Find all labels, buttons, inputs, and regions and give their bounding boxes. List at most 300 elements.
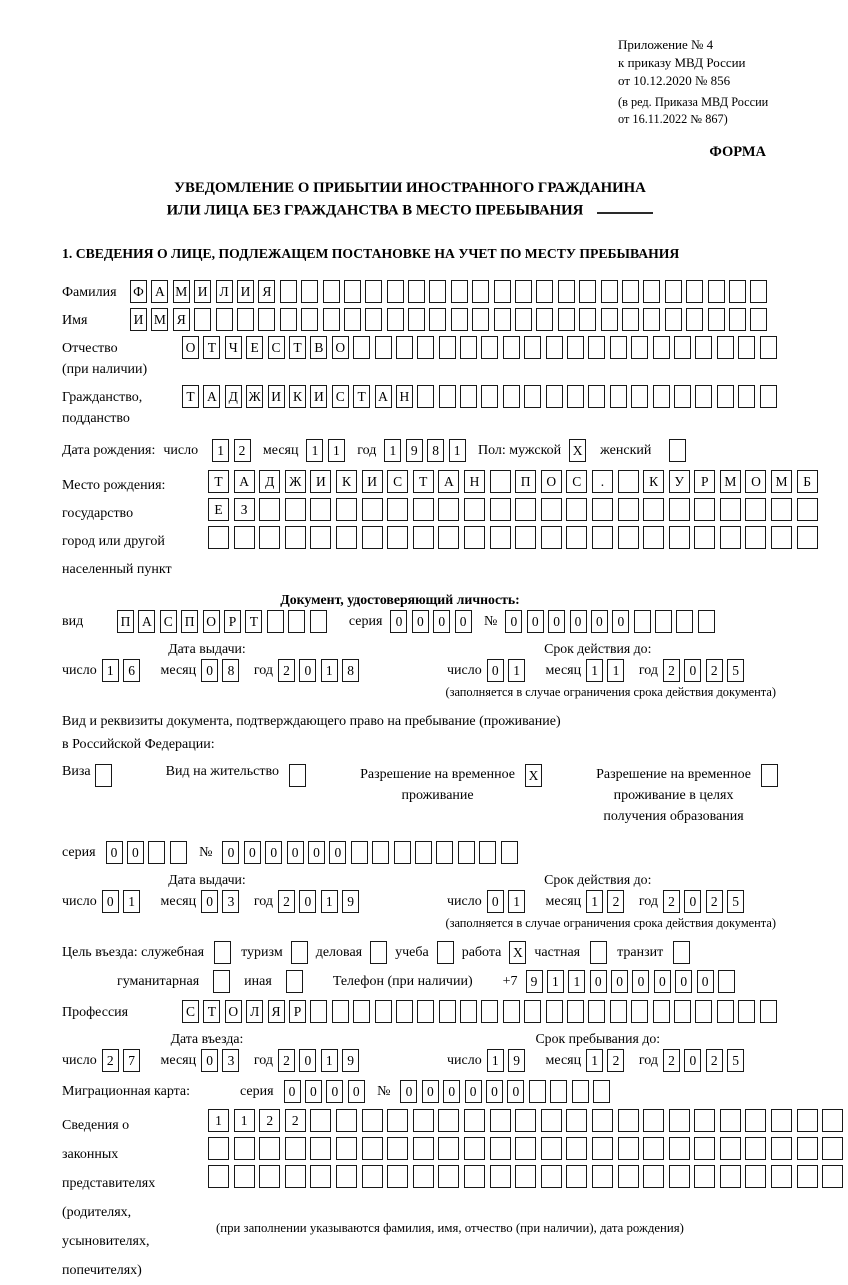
char-cell[interactable]: [208, 1165, 229, 1188]
char-cell[interactable]: [643, 526, 664, 549]
char-cell[interactable]: [631, 1000, 648, 1023]
char-cell[interactable]: [353, 336, 370, 359]
char-cell[interactable]: К: [289, 385, 306, 408]
char-cell[interactable]: М: [771, 470, 792, 493]
char-cell[interactable]: [464, 498, 485, 521]
char-cell[interactable]: 1: [586, 890, 603, 913]
char-cell[interactable]: 0: [487, 890, 504, 913]
char-cell[interactable]: [375, 336, 392, 359]
issue-month-cells[interactable]: [201, 890, 244, 913]
char-cell[interactable]: [720, 1137, 741, 1160]
char-cell[interactable]: [653, 385, 670, 408]
char-cell[interactable]: Т: [289, 336, 306, 359]
char-cell[interactable]: [676, 610, 693, 633]
char-cell[interactable]: [558, 308, 575, 331]
char-cell[interactable]: [310, 1000, 327, 1023]
char-cell[interactable]: [515, 1137, 536, 1160]
char-cell[interactable]: 0: [201, 1049, 218, 1072]
char-cell[interactable]: [362, 1109, 383, 1132]
char-cell[interactable]: [280, 280, 297, 303]
char-cell[interactable]: [515, 1109, 536, 1132]
char-cell[interactable]: [592, 1165, 613, 1188]
char-cell[interactable]: [429, 280, 446, 303]
char-cell[interactable]: [291, 941, 308, 964]
char-cell[interactable]: [439, 336, 456, 359]
migration-card-series-cells[interactable]: [284, 1080, 370, 1103]
birth-place-row2-cells[interactable]: [208, 498, 822, 521]
char-cell[interactable]: [771, 526, 792, 549]
char-cell[interactable]: [208, 1137, 229, 1160]
representatives-row2-cells[interactable]: [208, 1137, 848, 1160]
char-cell[interactable]: [529, 1080, 546, 1103]
char-cell[interactable]: О: [332, 336, 349, 359]
char-cell[interactable]: 0: [412, 610, 429, 633]
char-cell[interactable]: 0: [299, 659, 316, 682]
char-cell[interactable]: [259, 526, 280, 549]
char-cell[interactable]: [234, 1165, 255, 1188]
char-cell[interactable]: 2: [234, 439, 251, 462]
char-cell[interactable]: [524, 385, 541, 408]
char-cell[interactable]: 2: [663, 1049, 680, 1072]
char-cell[interactable]: [541, 526, 562, 549]
char-cell[interactable]: 0: [505, 610, 522, 633]
char-cell[interactable]: 2: [278, 1049, 295, 1072]
char-cell[interactable]: [655, 610, 672, 633]
char-cell[interactable]: 0: [244, 841, 261, 864]
char-cell[interactable]: Л: [216, 280, 233, 303]
char-cell[interactable]: [631, 385, 648, 408]
char-cell[interactable]: 1: [487, 1049, 504, 1072]
char-cell[interactable]: [394, 841, 411, 864]
char-cell[interactable]: [490, 1165, 511, 1188]
char-cell[interactable]: [745, 1165, 766, 1188]
char-cell[interactable]: [472, 280, 489, 303]
char-cell[interactable]: 1: [321, 890, 338, 913]
sex-male-checkbox[interactable]: [569, 439, 586, 462]
char-cell[interactable]: 2: [607, 1049, 624, 1072]
char-cell[interactable]: [761, 764, 778, 787]
char-cell[interactable]: 2: [663, 659, 680, 682]
char-cell[interactable]: [438, 1109, 459, 1132]
char-cell[interactable]: 5: [727, 1049, 744, 1072]
char-cell[interactable]: [745, 1137, 766, 1160]
char-cell[interactable]: Р: [224, 610, 241, 633]
char-cell[interactable]: Н: [464, 470, 485, 493]
char-cell[interactable]: [729, 308, 746, 331]
char-cell[interactable]: 0: [591, 610, 608, 633]
valid-day-cells[interactable]: [487, 890, 530, 913]
char-cell[interactable]: А: [138, 610, 155, 633]
char-cell[interactable]: [536, 308, 553, 331]
residence-number-cells[interactable]: [222, 841, 521, 864]
purpose-other-checkbox[interactable]: [286, 970, 303, 993]
char-cell[interactable]: [481, 385, 498, 408]
char-cell[interactable]: Т: [245, 610, 262, 633]
surname-cells[interactable]: [130, 280, 772, 303]
purpose-business-checkbox[interactable]: [370, 941, 387, 964]
temp-residence-edu-checkbox[interactable]: [761, 764, 778, 787]
char-cell[interactable]: [310, 526, 331, 549]
char-cell[interactable]: О: [203, 610, 220, 633]
char-cell[interactable]: [438, 1165, 459, 1188]
char-cell[interactable]: М: [173, 280, 190, 303]
char-cell[interactable]: 0: [465, 1080, 482, 1103]
purpose-private-checkbox[interactable]: [590, 941, 607, 964]
char-cell[interactable]: [439, 385, 456, 408]
char-cell[interactable]: 0: [265, 841, 282, 864]
char-cell[interactable]: 0: [684, 890, 701, 913]
char-cell[interactable]: 1: [102, 659, 119, 682]
citizenship-cells[interactable]: [182, 385, 781, 408]
char-cell[interactable]: 0: [548, 610, 565, 633]
char-cell[interactable]: [797, 526, 818, 549]
char-cell[interactable]: С: [160, 610, 177, 633]
temp-residence-checkbox[interactable]: [525, 764, 542, 787]
char-cell[interactable]: [618, 470, 639, 493]
char-cell[interactable]: [234, 1137, 255, 1160]
char-cell[interactable]: [738, 385, 755, 408]
char-cell[interactable]: [344, 280, 361, 303]
char-cell[interactable]: [610, 336, 627, 359]
valid-month-cells[interactable]: [586, 659, 629, 682]
char-cell[interactable]: Д: [225, 385, 242, 408]
char-cell[interactable]: Р: [694, 470, 715, 493]
char-cell[interactable]: [592, 526, 613, 549]
identity-doc-series-cells[interactable]: [390, 610, 476, 633]
char-cell[interactable]: 0: [590, 970, 607, 993]
char-cell[interactable]: [588, 385, 605, 408]
char-cell[interactable]: [429, 308, 446, 331]
char-cell[interactable]: [674, 385, 691, 408]
char-cell[interactable]: [387, 1109, 408, 1132]
char-cell[interactable]: [494, 280, 511, 303]
char-cell[interactable]: [365, 308, 382, 331]
char-cell[interactable]: 1: [508, 890, 525, 913]
char-cell[interactable]: 9: [508, 1049, 525, 1072]
char-cell[interactable]: [458, 841, 475, 864]
char-cell[interactable]: [588, 1000, 605, 1023]
char-cell[interactable]: 1: [547, 970, 564, 993]
char-cell[interactable]: [669, 439, 686, 462]
char-cell[interactable]: Т: [353, 385, 370, 408]
entry-year-cells[interactable]: [278, 1049, 364, 1072]
char-cell[interactable]: Р: [289, 1000, 306, 1023]
char-cell[interactable]: [822, 1109, 843, 1132]
char-cell[interactable]: Т: [413, 470, 434, 493]
char-cell[interactable]: 0: [201, 659, 218, 682]
patronymic-cells[interactable]: [182, 336, 781, 359]
char-cell[interactable]: [643, 1137, 664, 1160]
entry-day-cells[interactable]: [102, 1049, 145, 1072]
birth-day-cells[interactable]: [212, 439, 255, 462]
char-cell[interactable]: [413, 1137, 434, 1160]
char-cell[interactable]: .: [592, 470, 613, 493]
char-cell[interactable]: 0: [400, 1080, 417, 1103]
char-cell[interactable]: О: [745, 470, 766, 493]
char-cell[interactable]: 1: [208, 1109, 229, 1132]
char-cell[interactable]: [708, 308, 725, 331]
char-cell[interactable]: [259, 498, 280, 521]
char-cell[interactable]: [750, 308, 767, 331]
char-cell[interactable]: [286, 970, 303, 993]
char-cell[interactable]: К: [336, 470, 357, 493]
char-cell[interactable]: 0: [287, 841, 304, 864]
char-cell[interactable]: [771, 1109, 792, 1132]
char-cell[interactable]: [370, 941, 387, 964]
char-cell[interactable]: Т: [203, 1000, 220, 1023]
char-cell[interactable]: [745, 526, 766, 549]
char-cell[interactable]: 0: [102, 890, 119, 913]
char-cell[interactable]: [694, 1109, 715, 1132]
char-cell[interactable]: [593, 1080, 610, 1103]
char-cell[interactable]: [610, 385, 627, 408]
char-cell[interactable]: [460, 1000, 477, 1023]
char-cell[interactable]: С: [566, 470, 587, 493]
char-cell[interactable]: [558, 280, 575, 303]
birth-year-cells[interactable]: [384, 439, 470, 462]
char-cell[interactable]: [436, 841, 453, 864]
char-cell[interactable]: [387, 280, 404, 303]
char-cell[interactable]: [524, 336, 541, 359]
phone-cells[interactable]: [526, 970, 740, 993]
char-cell[interactable]: 1: [384, 439, 401, 462]
char-cell[interactable]: [285, 1165, 306, 1188]
char-cell[interactable]: Т: [182, 385, 199, 408]
char-cell[interactable]: 0: [684, 1049, 701, 1072]
char-cell[interactable]: [372, 841, 389, 864]
char-cell[interactable]: 5: [727, 890, 744, 913]
char-cell[interactable]: [490, 526, 511, 549]
char-cell[interactable]: [541, 1165, 562, 1188]
char-cell[interactable]: Я: [258, 280, 275, 303]
char-cell[interactable]: [760, 1000, 777, 1023]
char-cell[interactable]: [396, 336, 413, 359]
representatives-row3-cells[interactable]: [208, 1165, 848, 1188]
char-cell[interactable]: 0: [487, 659, 504, 682]
char-cell[interactable]: [643, 498, 664, 521]
char-cell[interactable]: 1: [234, 1109, 255, 1132]
char-cell[interactable]: [336, 498, 357, 521]
char-cell[interactable]: [289, 764, 306, 787]
char-cell[interactable]: М: [720, 470, 741, 493]
char-cell[interactable]: 0: [697, 970, 714, 993]
char-cell[interactable]: [408, 280, 425, 303]
char-cell[interactable]: [413, 526, 434, 549]
char-cell[interactable]: [717, 1000, 734, 1023]
char-cell[interactable]: 0: [308, 841, 325, 864]
char-cell[interactable]: [720, 498, 741, 521]
char-cell[interactable]: [481, 336, 498, 359]
char-cell[interactable]: [524, 1000, 541, 1023]
char-cell[interactable]: 0: [632, 970, 649, 993]
char-cell[interactable]: [797, 1165, 818, 1188]
char-cell[interactable]: [481, 1000, 498, 1023]
char-cell[interactable]: [515, 1165, 536, 1188]
char-cell[interactable]: [618, 498, 639, 521]
char-cell[interactable]: В: [310, 336, 327, 359]
char-cell[interactable]: [643, 1165, 664, 1188]
char-cell[interactable]: [336, 526, 357, 549]
char-cell[interactable]: И: [310, 385, 327, 408]
birth-month-cells[interactable]: [306, 439, 349, 462]
identity-doc-type-cells[interactable]: [117, 610, 331, 633]
char-cell[interactable]: [464, 526, 485, 549]
char-cell[interactable]: О: [182, 336, 199, 359]
char-cell[interactable]: [503, 1000, 520, 1023]
char-cell[interactable]: [579, 308, 596, 331]
char-cell[interactable]: [546, 1000, 563, 1023]
char-cell[interactable]: [387, 498, 408, 521]
char-cell[interactable]: 0: [443, 1080, 460, 1103]
char-cell[interactable]: 1: [321, 659, 338, 682]
char-cell[interactable]: [592, 1109, 613, 1132]
char-cell[interactable]: [515, 280, 532, 303]
char-cell[interactable]: [387, 308, 404, 331]
char-cell[interactable]: [567, 385, 584, 408]
char-cell[interactable]: [550, 1080, 567, 1103]
char-cell[interactable]: [738, 336, 755, 359]
char-cell[interactable]: [479, 841, 496, 864]
char-cell[interactable]: 0: [570, 610, 587, 633]
char-cell[interactable]: [396, 1000, 413, 1023]
char-cell[interactable]: 9: [406, 439, 423, 462]
char-cell[interactable]: [464, 1109, 485, 1132]
char-cell[interactable]: [148, 841, 165, 864]
char-cell[interactable]: А: [151, 280, 168, 303]
char-cell[interactable]: [310, 1109, 331, 1132]
char-cell[interactable]: [438, 1137, 459, 1160]
char-cell[interactable]: [694, 526, 715, 549]
char-cell[interactable]: [413, 1109, 434, 1132]
identity-doc-number-cells[interactable]: [505, 610, 719, 633]
char-cell[interactable]: [515, 526, 536, 549]
char-cell[interactable]: [622, 280, 639, 303]
char-cell[interactable]: [387, 1137, 408, 1160]
valid-month-cells[interactable]: [586, 890, 629, 913]
char-cell[interactable]: [729, 280, 746, 303]
issue-month-cells[interactable]: [201, 659, 244, 682]
char-cell[interactable]: [643, 1109, 664, 1132]
char-cell[interactable]: [618, 1109, 639, 1132]
char-cell[interactable]: [822, 1165, 843, 1188]
char-cell[interactable]: [451, 280, 468, 303]
char-cell[interactable]: [490, 498, 511, 521]
char-cell[interactable]: И: [310, 470, 331, 493]
char-cell[interactable]: [588, 336, 605, 359]
char-cell[interactable]: 9: [342, 1049, 359, 1072]
char-cell[interactable]: [417, 336, 434, 359]
char-cell[interactable]: [546, 385, 563, 408]
char-cell[interactable]: 2: [607, 890, 624, 913]
char-cell[interactable]: [720, 1165, 741, 1188]
char-cell[interactable]: 0: [284, 1080, 301, 1103]
char-cell[interactable]: [280, 308, 297, 331]
char-cell[interactable]: 1: [123, 890, 140, 913]
char-cell[interactable]: 0: [527, 610, 544, 633]
residence-series-cells[interactable]: [106, 841, 192, 864]
char-cell[interactable]: [669, 526, 690, 549]
char-cell[interactable]: [541, 1137, 562, 1160]
char-cell[interactable]: [610, 1000, 627, 1023]
char-cell[interactable]: Н: [396, 385, 413, 408]
char-cell[interactable]: 1: [586, 659, 603, 682]
entry-month-cells[interactable]: [201, 1049, 244, 1072]
char-cell[interactable]: П: [515, 470, 536, 493]
char-cell[interactable]: [208, 526, 229, 549]
char-cell[interactable]: [351, 841, 368, 864]
char-cell[interactable]: [310, 498, 331, 521]
issue-year-cells[interactable]: [278, 659, 364, 682]
char-cell[interactable]: [738, 1000, 755, 1023]
char-cell[interactable]: [674, 336, 691, 359]
char-cell[interactable]: [601, 280, 618, 303]
char-cell[interactable]: [579, 280, 596, 303]
char-cell[interactable]: [694, 1137, 715, 1160]
char-cell[interactable]: 8: [222, 659, 239, 682]
char-cell[interactable]: [695, 336, 712, 359]
char-cell[interactable]: 0: [654, 970, 671, 993]
char-cell[interactable]: С: [387, 470, 408, 493]
char-cell[interactable]: [541, 498, 562, 521]
char-cell[interactable]: 2: [278, 659, 295, 682]
char-cell[interactable]: М: [151, 308, 168, 331]
char-cell[interactable]: [669, 1137, 690, 1160]
char-cell[interactable]: О: [541, 470, 562, 493]
char-cell[interactable]: 2: [706, 890, 723, 913]
char-cell[interactable]: [720, 526, 741, 549]
char-cell[interactable]: [95, 764, 112, 787]
char-cell[interactable]: 0: [486, 1080, 503, 1103]
char-cell[interactable]: Б: [797, 470, 818, 493]
purpose-transit-checkbox[interactable]: [673, 941, 690, 964]
char-cell[interactable]: 0: [348, 1080, 365, 1103]
valid-year-cells[interactable]: [663, 659, 749, 682]
char-cell[interactable]: 0: [433, 610, 450, 633]
char-cell[interactable]: И: [130, 308, 147, 331]
char-cell[interactable]: 0: [299, 890, 316, 913]
char-cell[interactable]: [438, 526, 459, 549]
char-cell[interactable]: [417, 1000, 434, 1023]
char-cell[interactable]: [601, 308, 618, 331]
char-cell[interactable]: [669, 1165, 690, 1188]
char-cell[interactable]: [695, 1000, 712, 1023]
char-cell[interactable]: А: [203, 385, 220, 408]
purpose-official-checkbox[interactable]: [214, 941, 231, 964]
char-cell[interactable]: 2: [102, 1049, 119, 1072]
char-cell[interactable]: [643, 308, 660, 331]
char-cell[interactable]: [336, 1137, 357, 1160]
char-cell[interactable]: С: [332, 385, 349, 408]
char-cell[interactable]: [674, 1000, 691, 1023]
char-cell[interactable]: [592, 1137, 613, 1160]
purpose-work-checkbox[interactable]: [509, 941, 526, 964]
char-cell[interactable]: [566, 498, 587, 521]
char-cell[interactable]: [413, 1165, 434, 1188]
char-cell[interactable]: 0: [106, 841, 123, 864]
char-cell[interactable]: Д: [259, 470, 280, 493]
char-cell[interactable]: [310, 610, 327, 633]
char-cell[interactable]: Ж: [285, 470, 306, 493]
char-cell[interactable]: [194, 308, 211, 331]
char-cell[interactable]: [698, 610, 715, 633]
char-cell[interactable]: [472, 308, 489, 331]
char-cell[interactable]: [572, 1080, 589, 1103]
char-cell[interactable]: [285, 1137, 306, 1160]
char-cell[interactable]: [387, 526, 408, 549]
stay-day-cells[interactable]: [487, 1049, 530, 1072]
char-cell[interactable]: 1: [212, 439, 229, 462]
char-cell[interactable]: [653, 1000, 670, 1023]
